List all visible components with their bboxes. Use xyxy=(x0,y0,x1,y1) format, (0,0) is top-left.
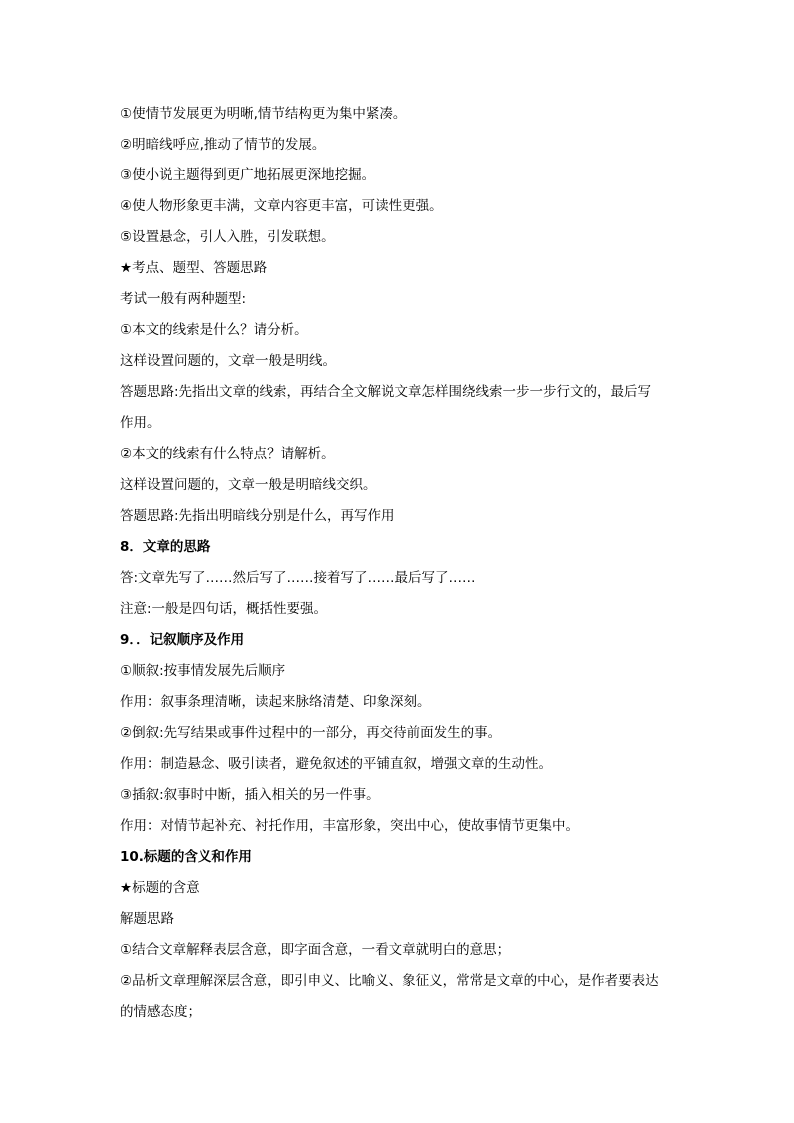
text-line-24: 作用：对情节起补充、衬托作用，丰富形象，突出中心，使故事情节更集中。 xyxy=(120,818,579,834)
text-line-12: ②本文的线索有什么特点？请解析。 xyxy=(120,446,335,462)
text-line-11: 作用。 xyxy=(120,415,161,431)
text-line-8: ①本文的线索是什么？请分析。 xyxy=(120,322,308,338)
text-line-30: 的情感态度； xyxy=(120,1004,201,1020)
text-line-19: ①顺叙:按事情发展先后顺序 xyxy=(120,663,286,679)
text-line-14: 答题思路:先指出明暗线分别是什么，再写作用 xyxy=(120,508,395,524)
text-line-7: 考试一般有两种题型: xyxy=(120,291,247,307)
text-line-22: 作用：制造悬念、吸引读者，避免叙述的平铺直叙，增强文章的生动性。 xyxy=(120,756,552,772)
section-heading-9: 9．．记叙顺序及作用 xyxy=(120,632,245,648)
text-line-2: ②明暗线呼应,推动了情节的发展。 xyxy=(120,137,326,153)
text-line-27: 解题思路 xyxy=(120,911,174,927)
text-line-1: ①使情节发展更为明晰,情节结构更为集中紧凑。 xyxy=(120,106,407,122)
text-line-21: ②倒叙:先写结果或事件过程中的一部分，再交待前面发生的事。 xyxy=(120,725,502,741)
section-heading-8: 8．文章的思路 xyxy=(120,539,211,555)
text-line-28: ①结合文章解释表层含意，即字面含意，一看文章就明白的意思； xyxy=(120,942,511,958)
text-line-26: ★标题的含意 xyxy=(120,880,200,896)
text-line-4: ④使人物形象更丰满，文章内容更丰富，可读性更强。 xyxy=(120,198,443,214)
text-line-23: ③插叙:叙事时中断，插入相关的另一件事。 xyxy=(120,787,380,803)
text-line-29: ②品析文章理解深层含意，即引申义、比喻义、象征义，常常是文章的中心，是作者要表达 xyxy=(120,973,659,989)
text-line-20: 作用：叙事条理清晰，读起来脉络清楚、印象深刻。 xyxy=(120,694,431,710)
text-line-16: 答:文章先写了……然后写了……接着写了……最后写了…… xyxy=(120,570,476,586)
text-line-9: 这样设置问题的，文章一般是明线。 xyxy=(120,353,336,369)
text-line-3: ③使小说主题得到更广地拓展更深地挖掘。 xyxy=(120,167,376,183)
section-heading-exam-points: ★考点、题型、答题思路 xyxy=(120,260,268,276)
section-heading-10: 10.标题的含义和作用 xyxy=(120,849,252,865)
text-line-17: 注意:一般是四句话，概括性要强。 xyxy=(120,601,328,617)
text-line-13: 这样设置问题的，文章一般是明暗线交织。 xyxy=(120,477,377,493)
text-line-5: ⑤设置悬念，引人入胜，引发联想。 xyxy=(120,229,335,245)
text-line-10: 答题思路:先指出文章的线索，再结合全文解说文章怎样围绕线索一步一步行文的，最后写 xyxy=(120,384,652,400)
